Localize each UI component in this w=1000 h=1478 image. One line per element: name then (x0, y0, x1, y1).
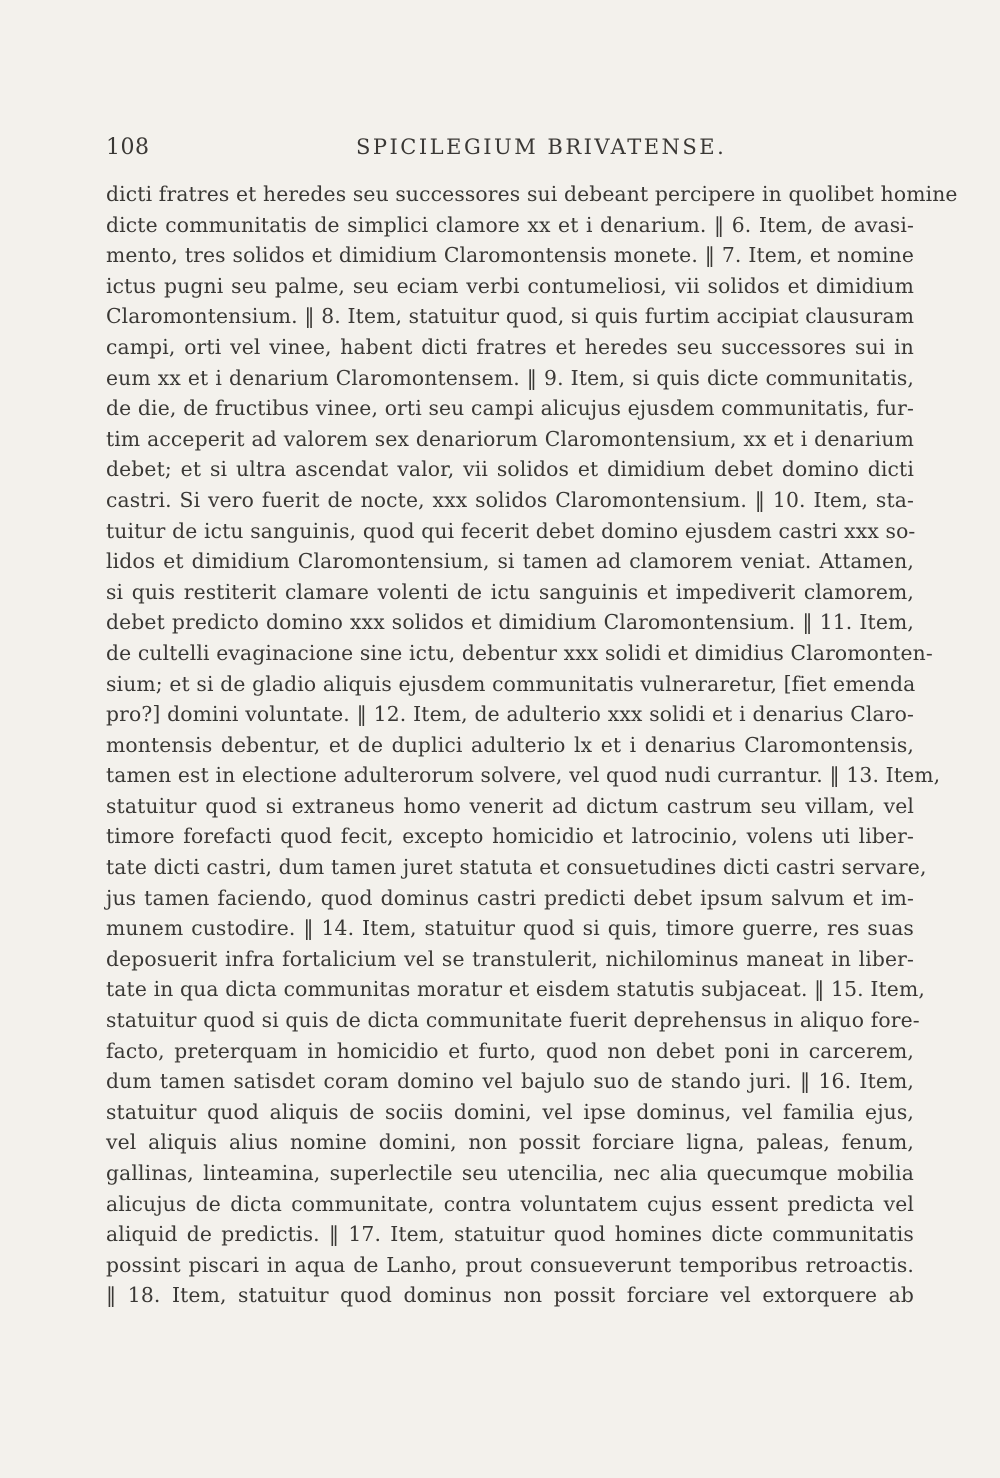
text-line: pro?] domini voluntate. ‖ 12. Item, de adulterio xxx solidi et i denarius Claro- (106, 702, 914, 727)
text-line: ‖ 18. Item, statuitur quod dominus non possit forciare vel extorquere ab (106, 1283, 914, 1308)
body-text (106, 179, 958, 1311)
text-line: dum tamen satisdet coram domino vel bajulo suo de stando juri. ‖ 16. Item, (106, 1069, 914, 1094)
text-line: facto, preterquam in homicidio et furto, quod non debet poni in carcerem, (106, 1038, 914, 1063)
text-line: lidos et dimidium Claromontensium, si tamen ad clamorem veniat. Attamen, (106, 549, 914, 574)
text-line: tamen est in electione adulterorum solvere, vel quod nudi currantur. ‖ 13. Item, (106, 763, 941, 788)
text-line: jus tamen faciendo, quod dominus castri predicti debet ipsum salvum et im- (106, 885, 914, 910)
text-line: si quis restiterit clamare volenti de ictu sanguinis et impediverit clamorem, (106, 579, 914, 604)
text-line: de cultelli evaginacione sine ictu, debentur xxx solidi et dimidius Claromonten- (106, 640, 933, 665)
text-line: statuitur quod aliquis de sociis domini, vel ipse dominus, vel familia ejus, (106, 1099, 914, 1124)
page-header (106, 135, 914, 165)
text-line: vel aliquis alius nomine domini, non possit forciare ligna, paleas, fenum, (106, 1130, 914, 1155)
text-line: dicti fratres et heredes seu successores sui debeant percipere in quolibet homine (106, 182, 958, 206)
text-line: dicte communitatis de simplici clamore xx et i denarium. ‖ 6. Item, de avasi- (106, 212, 914, 237)
text-line: de die, de fructibus vinee, orti seu campi alicujus ejusdem communitatis, fur- (106, 396, 914, 421)
text-line: ictus pugni seu palme, seu eciam verbi contumeliosi, vii solidos et dimidium (106, 273, 914, 298)
running-title: SPICILEGIUM BRIVATENSE. (356, 135, 727, 159)
text-line: deposuerit infra fortalicium vel se transtulerit, nichilominus maneat in liber- (106, 946, 914, 971)
page-number: 108 (106, 135, 150, 160)
text-line: tate dicti castri, dum tamen juret statuta et consuetudines dicti castri servare, (106, 855, 927, 880)
text-line: campi, orti vel vinee, habent dicti fratres et heredes seu successores sui in (106, 334, 914, 359)
text-line: possint piscari in aqua de Lanho, prout consueverunt temporibus retroactis. (106, 1252, 914, 1277)
text-line: tate in qua dicta communitas moratur et eisdem statutis subjaceat. ‖ 15. Item, (106, 977, 925, 1002)
text-line: gallinas, linteamina, superlectile seu utencilia, nec alia quecumque mobilia (106, 1161, 914, 1185)
text-line: aliquid de predictis. ‖ 17. Item, statuitur quod homines dicte communitatis (106, 1222, 914, 1247)
text-line: castri. Si vero fuerit de nocte, xxx solidos Claromontensium. ‖ 10. Item, sta- (106, 487, 914, 512)
text-line: mento, tres solidos et dimidium Claromontensis monete. ‖ 7. Item, et nomine (106, 243, 914, 268)
text-line: eum xx et i denarium Claromontensem. ‖ 9. Item, si quis dicte communitatis, (106, 365, 914, 390)
text-line: alicujus de dicta communitate, contra voluntatem cujus essent predicta vel (106, 1191, 914, 1216)
text-line: debet predicto domino xxx solidos et dimidium Claromontensium. ‖ 11. Item, (106, 610, 914, 635)
text-line: montensis debentur, et de duplici adulterio lx et i denarius Claromontensis, (106, 732, 914, 757)
text-line: debet; et si ultra ascendat valor, vii solidos et dimidium debet domino dicti (106, 457, 914, 482)
text-line: Claromontensium. ‖ 8. Item, statuitur quod, si quis furtim accipiat clausuram (106, 304, 915, 329)
text-line: statuitur quod si extraneus homo venerit ad dictum castrum seu villam, vel (106, 793, 914, 818)
text-line: sium; et si de gladio aliquis ejusdem communitatis vulneraretur, [fiet emenda (106, 671, 916, 696)
text-line: timore forefacti quod fecit, excepto homicidio et latrocinio, volens uti liber- (106, 824, 914, 849)
text-line: tim acceperit ad valorem sex denariorum Claromontensium, xx et i denarium (106, 426, 914, 451)
text-line: statuitur quod si quis de dicta communitate fuerit deprehensus in aliquo fore- (106, 1008, 920, 1033)
text-line: munem custodire. ‖ 14. Item, statuitur quod si quis, timore guerre, res suas (106, 916, 914, 941)
text-line: tuitur de ictu sanguinis, quod qui fecerit debet domino ejusdem castri xxx so- (106, 518, 916, 543)
